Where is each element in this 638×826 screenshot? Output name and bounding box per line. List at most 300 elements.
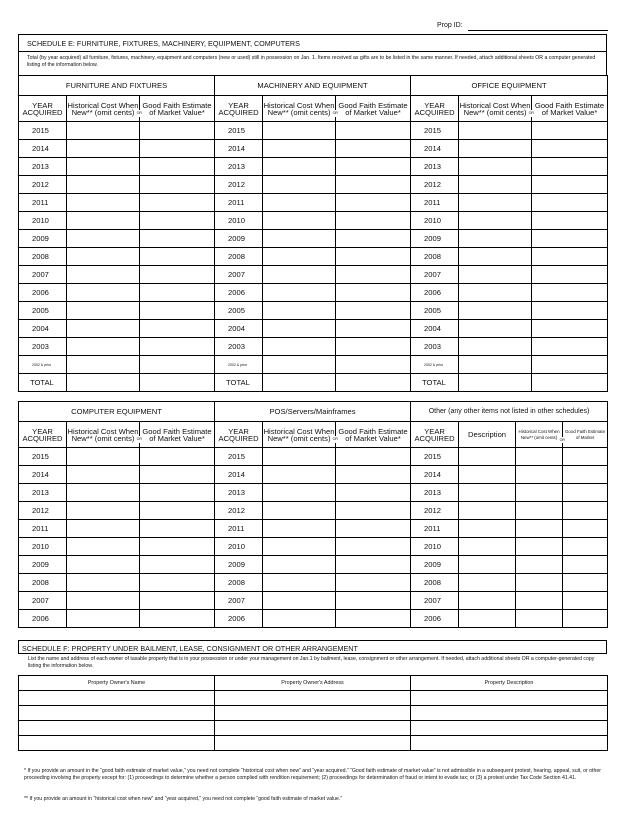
furniture-total-label: TOTAL: [19, 374, 67, 392]
other-description-input[interactable]: [459, 520, 516, 538]
office-year-cell: 2012: [411, 176, 459, 194]
computer-hist-cost-input[interactable]: [67, 484, 140, 502]
computer-hist-cost-input[interactable]: [67, 538, 140, 556]
machinery-hist-cost-input[interactable]: [263, 194, 336, 212]
schedule-e-top-table: [18, 75, 608, 392]
machinery-good-faith-input[interactable]: [336, 338, 411, 356]
owner-row: [19, 706, 608, 721]
pos-good-faith-input[interactable]: [336, 538, 411, 556]
office-year-cell: 2015: [411, 122, 459, 140]
machinery-hist-cost-input[interactable]: [263, 122, 336, 140]
pos-year-cell: 2010: [215, 538, 263, 556]
other-good-faith-input[interactable]: [563, 448, 608, 466]
other-year-cell: 2013: [411, 484, 459, 502]
office-year-header-text: YEAR ACQUIRED: [414, 100, 455, 117]
machinery-hist-cost-input[interactable]: [263, 374, 336, 392]
pos-year-cell: 2006: [215, 610, 263, 628]
other-description-input[interactable]: [459, 574, 516, 592]
machinery-good-faith-input[interactable]: [336, 302, 411, 320]
computer-hist-cost-input[interactable]: [67, 502, 140, 520]
pos-hist-cost-input[interactable]: [263, 448, 336, 466]
office-year-header: [411, 96, 459, 122]
furniture-hist-cost-input[interactable]: [67, 374, 140, 392]
other-hist-cost-header: [516, 422, 566, 448]
office-year-cell: 2008: [411, 248, 459, 266]
pos-hist-cost-header-text: Historical Cost When New** (omit cents): [263, 426, 335, 443]
furniture-hist-cost-input[interactable]: [67, 356, 140, 374]
other-hist-cost-input[interactable]: [516, 484, 563, 502]
other-hist-cost-input[interactable]: [516, 520, 563, 538]
machinery-good-faith-input[interactable]: [336, 194, 411, 212]
furniture-good-faith-input[interactable]: [140, 356, 215, 374]
office-good-faith-input[interactable]: [532, 266, 608, 284]
pos-year-cell: 2009: [215, 556, 263, 574]
machinery-year-cell: 2006: [215, 284, 263, 302]
other-hist-cost-input[interactable]: [516, 610, 563, 628]
office-good-faith-input[interactable]: [532, 374, 608, 392]
computer-hist-cost-input[interactable]: [67, 574, 140, 592]
machinery-hist-cost-input[interactable]: [263, 320, 336, 338]
other-description-input[interactable]: [459, 592, 516, 610]
computer-good-faith-header-text: Good Faith Estimate of Market Value*: [142, 426, 212, 443]
furniture-hist-cost-input[interactable]: [67, 338, 140, 356]
furniture-year-header-text: YEAR ACQUIRED: [22, 100, 63, 117]
other-year-cell: 2015: [411, 448, 459, 466]
computer-good-faith-input[interactable]: [140, 466, 215, 484]
office-prior-cell: 2002 & prior: [411, 356, 459, 374]
computer-good-faith-input[interactable]: [140, 502, 215, 520]
computer-year-cell: 2010: [19, 538, 67, 556]
schedule-e-title: SCHEDULE E: FURNITURE, FIXTURES, MACHINERY, EQUIPMENT, COMPUTERS: [27, 39, 300, 48]
furniture-good-faith-input[interactable]: [140, 176, 215, 194]
machinery-year-cell: 2013: [215, 158, 263, 176]
pos-hist-cost-input[interactable]: [263, 484, 336, 502]
section-furniture: FURNITURE AND FIXTURES: [19, 76, 215, 96]
office-good-faith-input[interactable]: [532, 356, 608, 374]
machinery-year-cell: 2009: [215, 230, 263, 248]
furniture-year-cell: 2009: [19, 230, 67, 248]
other-good-faith-input[interactable]: [563, 574, 608, 592]
furniture-year-cell: 2012: [19, 176, 67, 194]
office-good-faith-input[interactable]: [532, 230, 608, 248]
machinery-good-faith-input[interactable]: [336, 122, 411, 140]
pos-hist-cost-input[interactable]: [263, 592, 336, 610]
machinery-good-faith-input[interactable]: [336, 230, 411, 248]
section-pos: POS/Servers/Mainframes: [215, 402, 411, 422]
owner-address-input[interactable]: [215, 736, 411, 751]
machinery-year-cell: 2012: [215, 176, 263, 194]
computer-good-faith-input[interactable]: [140, 448, 215, 466]
schedule-f-instructions: List the name and address of each owner of taxable property that is in your possession or under your management on Jan.1 by bailment, lease, consignment or other arrangement. If needed, attach additional sheets OR a computer-generated copy listing the information below.: [28, 656, 595, 669]
office-year-cell: 2004: [411, 320, 459, 338]
computer-good-faith-input[interactable]: [140, 592, 215, 610]
furniture-year-cell: 2008: [19, 248, 67, 266]
other-hist-cost-input[interactable]: [516, 466, 563, 484]
table-row: [19, 176, 608, 194]
schedule-e-header: [18, 34, 607, 76]
schedule-e-instructions: Total (by year acquired) all furniture, fixtures, machinery, equipment and computers (new or used) still in possession on Jan. 1. Items received as gifts are to be listed in the same manner. If needed, attach additional sheets OR a computer generated listing of the information below.: [19, 51, 606, 71]
office-hist-cost-input[interactable]: [459, 248, 532, 266]
table-row: [19, 356, 608, 374]
machinery-year-cell: 2008: [215, 248, 263, 266]
property-description-input[interactable]: [411, 706, 608, 721]
machinery-good-faith-input[interactable]: [336, 158, 411, 176]
computer-hist-cost-input[interactable]: [67, 610, 140, 628]
other-description-input[interactable]: [459, 556, 516, 574]
office-hist-cost-input[interactable]: [459, 194, 532, 212]
table-row: [19, 484, 608, 502]
pos-year-header-text: YEAR ACQUIRED: [218, 426, 259, 443]
pos-year-cell: 2011: [215, 520, 263, 538]
office-good-faith-input[interactable]: [532, 140, 608, 158]
owner-address-input[interactable]: [215, 706, 411, 721]
other-description-input[interactable]: [459, 466, 516, 484]
furniture-hist-cost-input[interactable]: [67, 284, 140, 302]
machinery-good-faith-input[interactable]: [336, 284, 411, 302]
furniture-good-faith-input[interactable]: [140, 338, 215, 356]
office-good-faith-input[interactable]: [532, 284, 608, 302]
pos-hist-cost-input[interactable]: [263, 502, 336, 520]
property-description-input[interactable]: [411, 736, 608, 751]
office-year-cell: 2011: [411, 194, 459, 212]
furniture-hist-cost-input[interactable]: [67, 266, 140, 284]
other-year-cell: 2009: [411, 556, 459, 574]
pos-hist-cost-input[interactable]: [263, 610, 336, 628]
computer-good-faith-input[interactable]: [140, 574, 215, 592]
computer-year-cell: 2015: [19, 448, 67, 466]
office-good-faith-input[interactable]: [532, 176, 608, 194]
machinery-hist-cost-input[interactable]: [263, 248, 336, 266]
furniture-good-faith-input[interactable]: [140, 302, 215, 320]
machinery-year-header: [215, 96, 263, 122]
furniture-year-cell: 2014: [19, 140, 67, 158]
computer-hist-cost-input[interactable]: [67, 520, 140, 538]
property-description-input[interactable]: [411, 721, 608, 736]
furniture-good-faith-input[interactable]: [140, 248, 215, 266]
other-description-input[interactable]: [459, 538, 516, 556]
computer-hist-cost-input[interactable]: [67, 466, 140, 484]
machinery-good-faith-input[interactable]: [336, 248, 411, 266]
machinery-hist-cost-input[interactable]: [263, 356, 336, 374]
office-hist-cost-input[interactable]: [459, 338, 532, 356]
other-good-faith-input[interactable]: [563, 538, 608, 556]
computer-hist-cost-input[interactable]: [67, 448, 140, 466]
table-row: [19, 140, 608, 158]
owner-row: [19, 691, 608, 706]
other-year-cell: 2014: [411, 466, 459, 484]
machinery-good-faith-input[interactable]: [336, 320, 411, 338]
furniture-good-faith-input[interactable]: [140, 140, 215, 158]
owner-table: [18, 675, 608, 751]
owner-name-input[interactable]: [19, 736, 215, 751]
other-year-cell: 2010: [411, 538, 459, 556]
furniture-hist-cost-header-text: Historical Cost When New** (omit cents): [67, 100, 139, 117]
office-hist-cost-input[interactable]: [459, 266, 532, 284]
furniture-good-faith-header-text: Good Faith Estimate of Market Value*: [142, 100, 212, 117]
computer-hist-cost-input[interactable]: [67, 556, 140, 574]
machinery-hist-cost-input[interactable]: [263, 212, 336, 230]
owner-address-input[interactable]: [215, 691, 411, 706]
other-good-faith-header: [563, 422, 608, 448]
pos-year-cell: 2013: [215, 484, 263, 502]
office-year-cell: 2010: [411, 212, 459, 230]
table-row: [19, 448, 608, 466]
table-row: [19, 466, 608, 484]
other-hist-cost-input[interactable]: [516, 556, 563, 574]
office-good-faith-header: [532, 96, 608, 122]
other-good-faith-input[interactable]: [563, 520, 608, 538]
office-hist-cost-input[interactable]: [459, 140, 532, 158]
machinery-hist-cost-input[interactable]: [263, 158, 336, 176]
furniture-good-faith-input[interactable]: [140, 158, 215, 176]
machinery-good-faith-header: [336, 96, 411, 122]
office-hist-cost-input[interactable]: [459, 158, 532, 176]
office-good-faith-input[interactable]: [532, 338, 608, 356]
furniture-good-faith-input[interactable]: [140, 266, 215, 284]
furniture-good-faith-input[interactable]: [140, 212, 215, 230]
machinery-year-header-text: YEAR ACQUIRED: [218, 100, 259, 117]
furniture-prior-cell: 2002 & prior: [19, 356, 67, 374]
schedule-e-bottom-table: [18, 401, 608, 628]
computer-hist-cost-input[interactable]: [67, 592, 140, 610]
table-row: [19, 158, 608, 176]
table-row: [19, 502, 608, 520]
furniture-good-faith-input[interactable]: [140, 320, 215, 338]
computer-year-header-text: YEAR ACQUIRED: [22, 426, 63, 443]
table-row: [19, 374, 608, 392]
office-hist-cost-input[interactable]: [459, 230, 532, 248]
property-description-header: Property Description: [411, 676, 608, 691]
computer-year-cell: 2009: [19, 556, 67, 574]
other-good-faith-input[interactable]: [563, 466, 608, 484]
office-good-faith-input[interactable]: [532, 122, 608, 140]
furniture-hist-cost-input[interactable]: [67, 122, 140, 140]
machinery-hist-cost-input[interactable]: [263, 176, 336, 194]
owner-name-input[interactable]: [19, 691, 215, 706]
or-label: OR: [136, 437, 142, 441]
other-description-input[interactable]: [459, 484, 516, 502]
other-good-faith-input[interactable]: [563, 592, 608, 610]
other-hist-cost-input[interactable]: [516, 538, 563, 556]
computer-good-faith-input[interactable]: [140, 484, 215, 502]
other-good-faith-input[interactable]: [563, 610, 608, 628]
furniture-hist-cost-input[interactable]: [67, 176, 140, 194]
office-hist-cost-input[interactable]: [459, 122, 532, 140]
computer-hist-cost-header: [67, 422, 140, 448]
other-hist-cost-input[interactable]: [516, 502, 563, 520]
footnote-two: ** If you provide an amount in “historical cost when new” and “year acquired,” you need not complete “good faith estimate of market value.”: [24, 796, 343, 802]
machinery-year-cell: 2007: [215, 266, 263, 284]
other-year-cell: 2011: [411, 520, 459, 538]
table-row: [19, 320, 608, 338]
furniture-hist-cost-input[interactable]: [67, 320, 140, 338]
furniture-good-faith-input[interactable]: [140, 284, 215, 302]
machinery-hist-cost-input[interactable]: [263, 284, 336, 302]
owner-name-header: Property Owner's Name: [19, 676, 215, 691]
pos-good-faith-input[interactable]: [336, 574, 411, 592]
office-good-faith-input[interactable]: [532, 320, 608, 338]
furniture-good-faith-input[interactable]: [140, 230, 215, 248]
or-label: OR: [332, 437, 339, 441]
table-row: [19, 230, 608, 248]
section-machinery: MACHINERY AND EQUIPMENT: [215, 76, 411, 96]
computer-good-faith-input[interactable]: [140, 556, 215, 574]
other-description-input[interactable]: [459, 610, 516, 628]
table-row: [19, 574, 608, 592]
furniture-hist-cost-input[interactable]: [67, 140, 140, 158]
other-year-cell: 2012: [411, 502, 459, 520]
table-row: [19, 520, 608, 538]
furniture-year-cell: 2015: [19, 122, 67, 140]
office-year-cell: 2006: [411, 284, 459, 302]
furniture-good-faith-input[interactable]: [140, 122, 215, 140]
other-hist-cost-input[interactable]: [516, 448, 563, 466]
furniture-good-faith-input[interactable]: [140, 374, 215, 392]
office-hist-cost-header-text: Historical Cost When New** (omit cents): [459, 100, 531, 117]
furniture-year-cell: 2004: [19, 320, 67, 338]
office-hist-cost-input[interactable]: [459, 302, 532, 320]
computer-year-cell: 2013: [19, 484, 67, 502]
office-hist-cost-input[interactable]: [459, 212, 532, 230]
other-hist-cost-input[interactable]: [516, 574, 563, 592]
office-hist-cost-input[interactable]: [459, 374, 532, 392]
footnote-one: * If you provide an amount in the “good faith estimate of market value,” you need not complete “historical cost when new” and “year acquired.” “Good faith estimate of market value” is not admissible in a subsequent protest, hearing, appeal, suit, or other proceeding involving the property except for: (1) proceedings to determine whether a person complied with rendition requirement; (2) proceedings for determination of fraud or intent to evade tax; or (3) a protest under Tax Code Section 41.41.: [24, 768, 601, 781]
table-row: [19, 248, 608, 266]
furniture-hist-cost-input[interactable]: [67, 302, 140, 320]
machinery-hist-cost-input[interactable]: [263, 266, 336, 284]
other-good-faith-input[interactable]: [563, 502, 608, 520]
pos-hist-cost-input[interactable]: [263, 538, 336, 556]
machinery-hist-cost-input[interactable]: [263, 302, 336, 320]
pos-good-faith-input[interactable]: [336, 502, 411, 520]
other-good-faith-header-text: Good Faith Estimate of Market: [565, 428, 606, 440]
table-row: [19, 266, 608, 284]
office-year-cell: 2013: [411, 158, 459, 176]
or-label: OR: [528, 111, 535, 115]
computer-year-cell: 2012: [19, 502, 67, 520]
section-office: OFFICE EQUIPMENT: [411, 76, 608, 96]
office-hist-cost-input[interactable]: [459, 284, 532, 302]
pos-good-faith-input[interactable]: [336, 520, 411, 538]
machinery-good-faith-input[interactable]: [336, 356, 411, 374]
furniture-year-header: [19, 96, 67, 122]
computer-year-cell: 2008: [19, 574, 67, 592]
other-description-input[interactable]: [459, 448, 516, 466]
computer-good-faith-input[interactable]: [140, 520, 215, 538]
office-good-faith-input[interactable]: [532, 212, 608, 230]
office-year-cell: 2007: [411, 266, 459, 284]
furniture-hist-cost-input[interactable]: [67, 158, 140, 176]
office-total-label: TOTAL: [411, 374, 459, 392]
machinery-good-faith-input[interactable]: [336, 374, 411, 392]
pos-good-faith-header-text: Good Faith Estimate of Market Value*: [338, 426, 408, 443]
pos-year-cell: 2015: [215, 448, 263, 466]
table-row: [19, 194, 608, 212]
machinery-prior-cell: 2002 & prior: [215, 356, 263, 374]
office-year-cell: 2003: [411, 338, 459, 356]
owner-address-input[interactable]: [215, 721, 411, 736]
other-good-faith-input[interactable]: [563, 484, 608, 502]
office-hist-cost-input[interactable]: [459, 176, 532, 194]
other-good-faith-input[interactable]: [563, 556, 608, 574]
table-row: [19, 538, 608, 556]
pos-good-faith-input[interactable]: [336, 448, 411, 466]
computer-good-faith-header: [140, 422, 215, 448]
table-row: [19, 338, 608, 356]
other-description-input[interactable]: [459, 502, 516, 520]
computer-year-cell: 2011: [19, 520, 67, 538]
furniture-good-faith-input[interactable]: [140, 194, 215, 212]
machinery-good-faith-input[interactable]: [336, 212, 411, 230]
office-good-faith-input[interactable]: [532, 158, 608, 176]
furniture-year-cell: 2006: [19, 284, 67, 302]
machinery-hist-cost-input[interactable]: [263, 140, 336, 158]
schedule-f-title: SCHEDULE F: PROPERTY UNDER BAILMENT, LEASE, CONSIGNMENT OR OTHER ARRANGEMENT: [18, 640, 607, 654]
owner-address-header: Property Owner's Address: [215, 676, 411, 691]
furniture-hist-cost-input[interactable]: [67, 212, 140, 230]
office-good-faith-input[interactable]: [532, 302, 608, 320]
pos-year-cell: 2012: [215, 502, 263, 520]
computer-good-faith-input[interactable]: [140, 610, 215, 628]
machinery-hist-cost-input[interactable]: [263, 230, 336, 248]
pos-hist-cost-input[interactable]: [263, 466, 336, 484]
property-description-input[interactable]: [411, 691, 608, 706]
machinery-good-faith-input[interactable]: [336, 176, 411, 194]
office-hist-cost-input[interactable]: [459, 356, 532, 374]
prop-id-field[interactable]: [468, 30, 608, 31]
office-year-cell: 2005: [411, 302, 459, 320]
table-row: [19, 122, 608, 140]
pos-good-faith-input[interactable]: [336, 556, 411, 574]
machinery-year-cell: 2004: [215, 320, 263, 338]
office-good-faith-input[interactable]: [532, 248, 608, 266]
furniture-good-faith-header: [140, 96, 215, 122]
owner-row: [19, 736, 608, 751]
machinery-good-faith-input[interactable]: [336, 266, 411, 284]
pos-hist-cost-input[interactable]: [263, 574, 336, 592]
pos-good-faith-input[interactable]: [336, 484, 411, 502]
furniture-year-cell: 2010: [19, 212, 67, 230]
pos-good-faith-input[interactable]: [336, 610, 411, 628]
owner-row: [19, 721, 608, 736]
or-label: OR: [332, 111, 339, 115]
computer-good-faith-input[interactable]: [140, 538, 215, 556]
pos-hist-cost-input[interactable]: [263, 556, 336, 574]
or-label: OR: [559, 438, 566, 442]
computer-year-cell: 2007: [19, 592, 67, 610]
machinery-year-cell: 2014: [215, 140, 263, 158]
office-good-faith-input[interactable]: [532, 194, 608, 212]
furniture-hist-cost-input[interactable]: [67, 194, 140, 212]
other-hist-cost-input[interactable]: [516, 592, 563, 610]
office-hist-cost-header: [459, 96, 535, 122]
computer-year-cell: 2014: [19, 466, 67, 484]
pos-year-cell: 2007: [215, 592, 263, 610]
furniture-hist-cost-input[interactable]: [67, 230, 140, 248]
pos-good-faith-input[interactable]: [336, 466, 411, 484]
other-year-header: [411, 422, 459, 448]
pos-good-faith-input[interactable]: [336, 592, 411, 610]
office-year-cell: 2014: [411, 140, 459, 158]
owner-name-input[interactable]: [19, 706, 215, 721]
machinery-good-faith-input[interactable]: [336, 140, 411, 158]
office-hist-cost-input[interactable]: [459, 320, 532, 338]
machinery-hist-cost-input[interactable]: [263, 338, 336, 356]
other-year-cell: 2008: [411, 574, 459, 592]
furniture-hist-cost-input[interactable]: [67, 248, 140, 266]
owner-name-input[interactable]: [19, 721, 215, 736]
pos-hist-cost-input[interactable]: [263, 520, 336, 538]
